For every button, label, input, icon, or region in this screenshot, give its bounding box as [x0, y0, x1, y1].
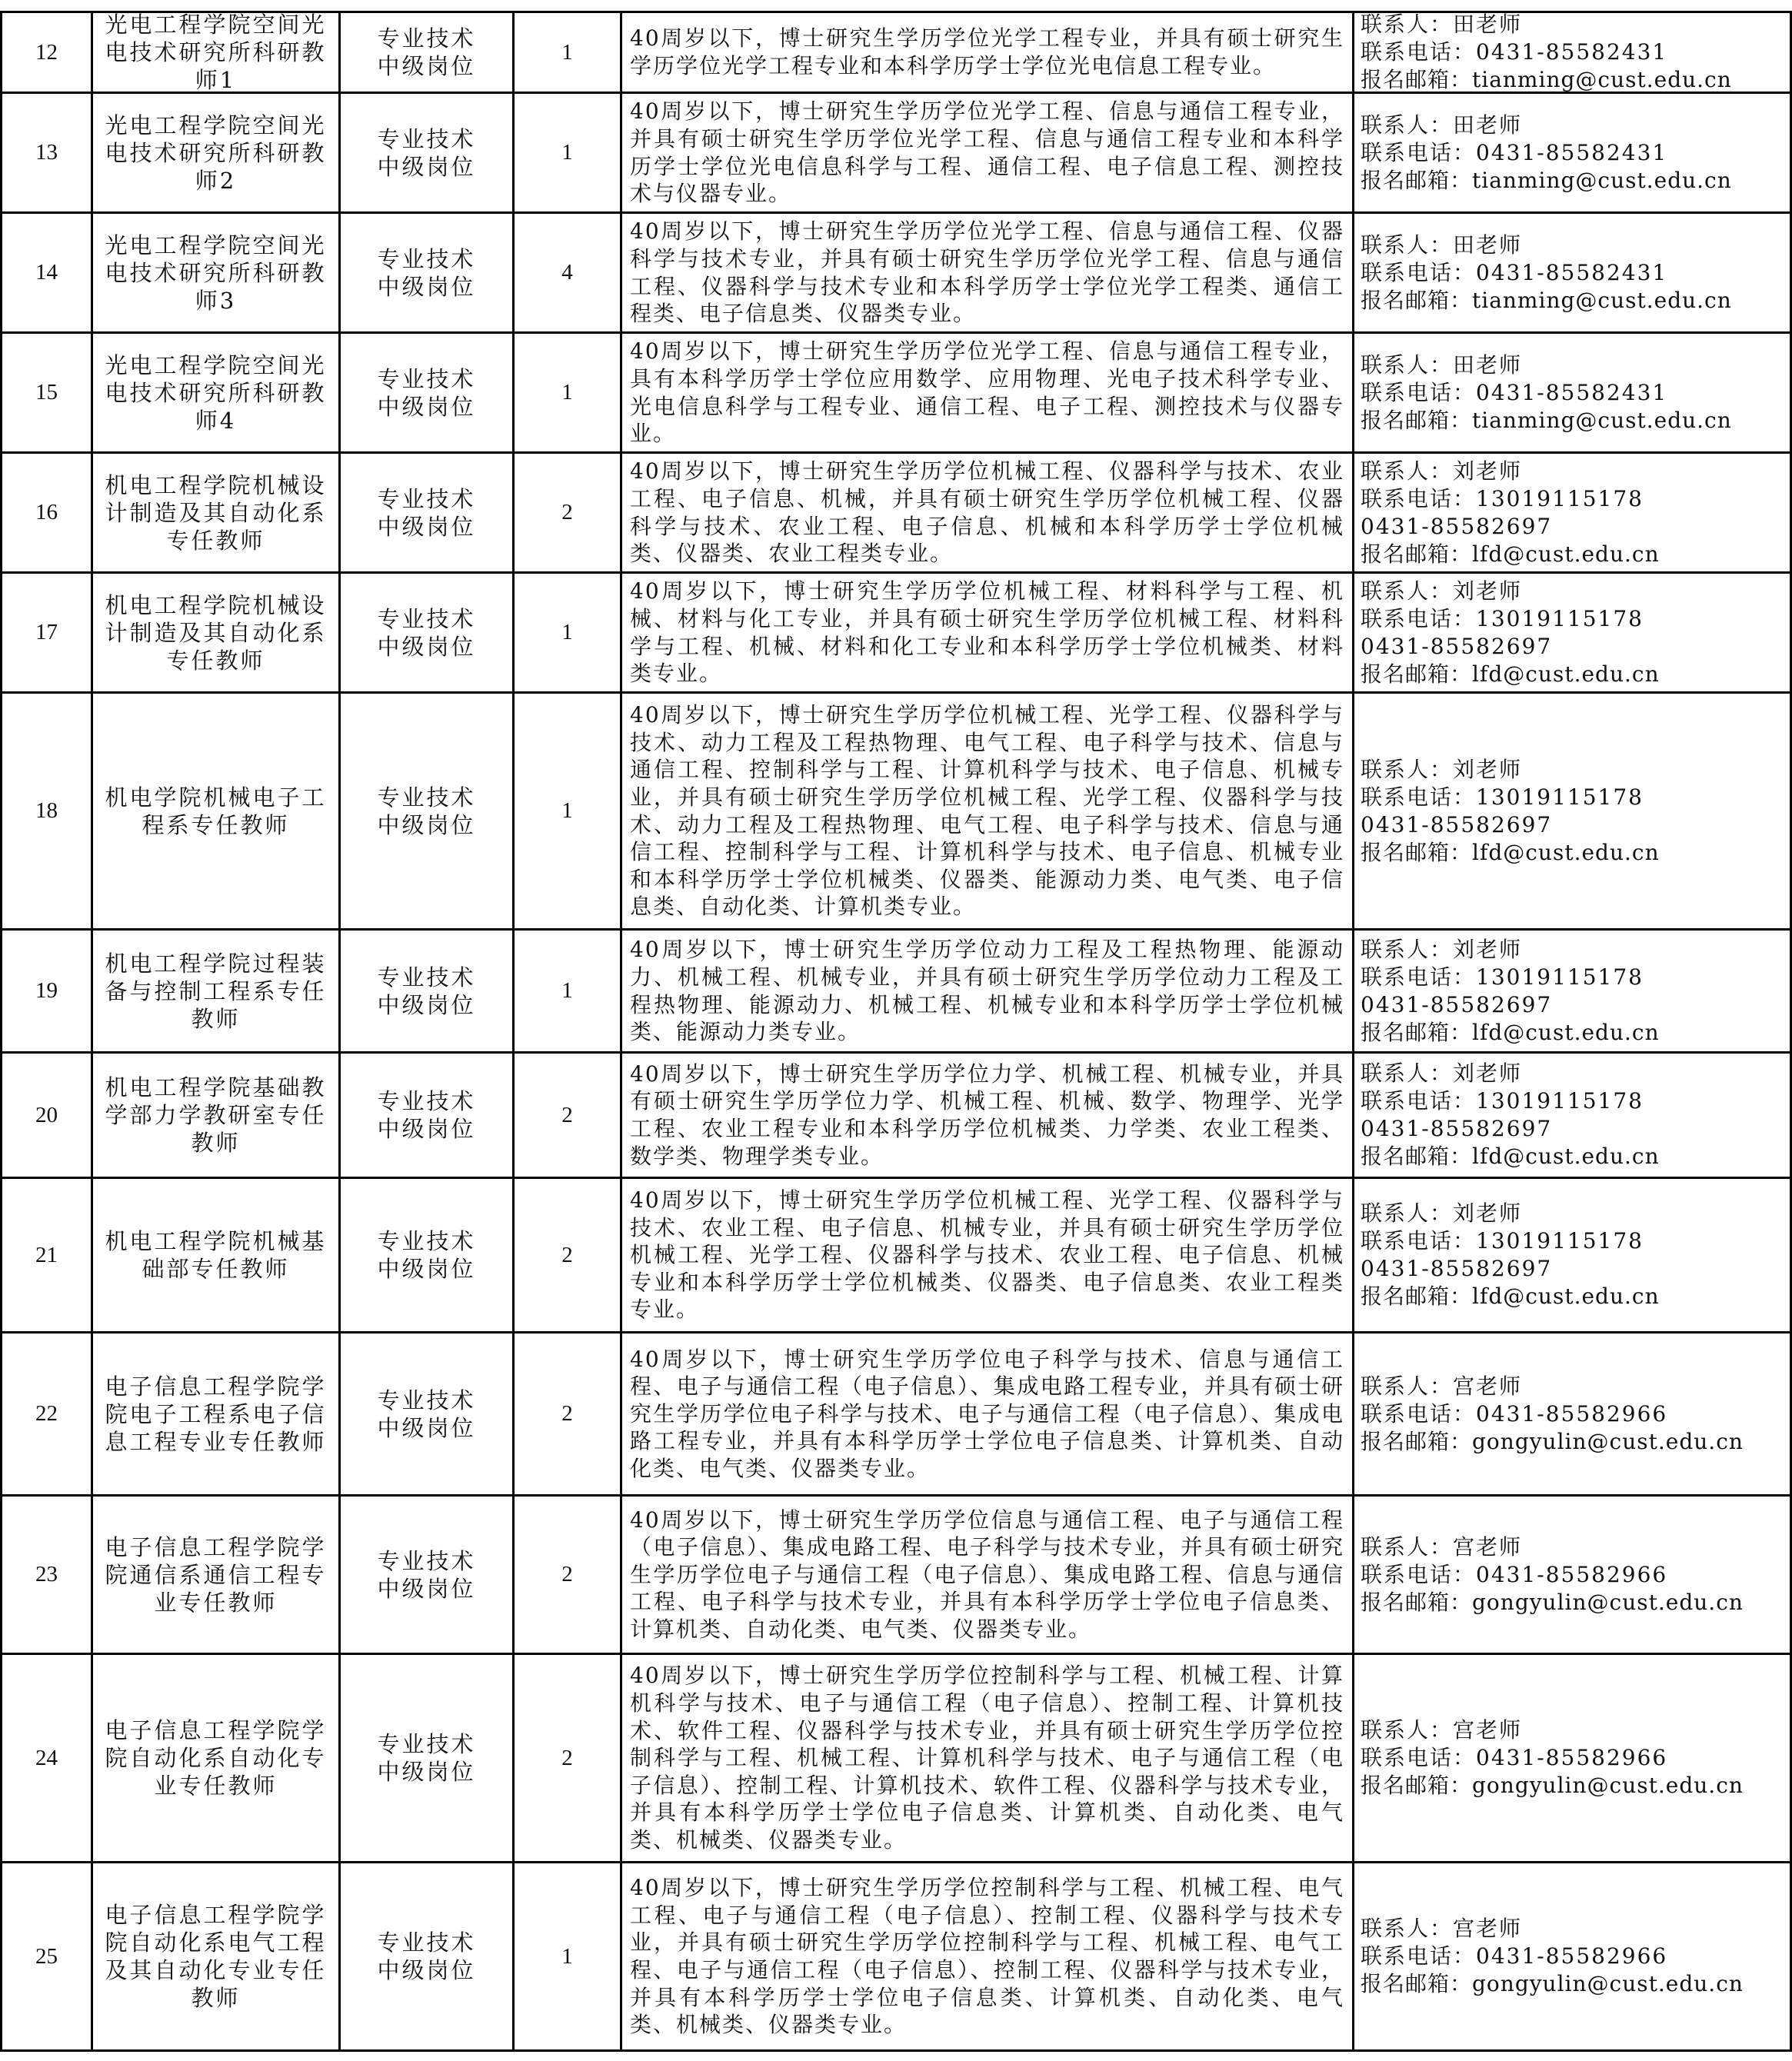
contact-line: 联系电话：13019115178	[1361, 485, 1644, 511]
position-name-cell: 机电工程学院过程装备与控制工程系专任教师	[91, 931, 338, 1051]
position-category-cell: 专业技术中级岗位	[338, 94, 512, 211]
contact-email: 报名邮箱：gongyulin@cust.edu.cn	[1361, 1589, 1744, 1615]
contact-line: 联系人：宫老师	[1361, 1533, 1523, 1560]
contact-email: 报名邮箱：tianming@cust.edu.cn	[1361, 407, 1732, 433]
headcount-cell: 1	[512, 574, 620, 691]
position-category-cell: 专业技术中级岗位	[338, 1863, 512, 2049]
position-category-cell: 专业技术中级岗位	[338, 454, 512, 571]
contact-line: 联系电话：13019115178	[1361, 1088, 1644, 1114]
contact-cell	[1352, 1497, 1792, 1653]
row-number-cell: 15	[0, 334, 91, 451]
position-category-cell: 专业技术中级岗位	[338, 931, 512, 1051]
contact-line: 联系人：宫老师	[1361, 1916, 1523, 1941]
position-name-cell: 光电工程学院空间光电技术研究所科研教师4	[91, 334, 338, 451]
contact-cell	[1352, 334, 1792, 451]
requirements-cell: 40周岁以下，博士研究生学历学位动力工程及工程热物理、能源动力、机械工程、机械专业，并具有硕士研究生学历学位动力工程及工程热物理、能源动力、机械工程、机械专业和本科学历学士学位机械类、能源动力类专业。	[620, 931, 1352, 1051]
contact-line: 联系人：宫老师	[1361, 1373, 1523, 1399]
table-row	[0, 931, 1792, 1054]
contact-line: 联系人：田老师	[1361, 112, 1523, 138]
table-row	[0, 1497, 1792, 1655]
contact-line: 联系电话：0431-85582966	[1361, 1400, 1668, 1427]
contact-email: 报名邮箱：gongyulin@cust.edu.cn	[1361, 1971, 1744, 1996]
contact-email: 报名邮箱：tianming@cust.edu.cn	[1361, 167, 1732, 193]
position-category-cell: 专业技术中级岗位	[338, 1333, 512, 1494]
contact-email: 报名邮箱：gongyulin@cust.edu.cn	[1361, 1773, 1744, 1798]
position-category-cell: 专业技术中级岗位	[338, 214, 512, 331]
contact-email: 报名邮箱：lfd@cust.edu.cn	[1361, 1019, 1660, 1045]
row-number-cell: 20	[0, 1054, 91, 1177]
contact-email: 报名邮箱：lfd@cust.edu.cn	[1361, 541, 1660, 567]
headcount-cell: 2	[512, 1497, 620, 1653]
requirements-cell: 40周岁以下，博士研究生学历学位电子科学与技术、信息与通信工程、电子与通信工程（电子信息）、集成电路工程专业，并具有硕士研究生学历学位电子科学与技术、电子与通信工程（电子信息）、集成电路工程专业，并具有本科学历学士学位电子信息类、计算机类、自动化类、电气类、仪器类专业。	[620, 1333, 1352, 1494]
row-number-cell: 14	[0, 214, 91, 331]
headcount-cell: 1	[512, 1863, 620, 2049]
row-number-cell: 17	[0, 574, 91, 691]
position-category-cell: 专业技术中级岗位	[338, 334, 512, 451]
table-row	[0, 1054, 1792, 1179]
contact-cell	[1352, 1655, 1792, 1861]
position-name-cell: 光电工程学院空间光电技术研究所科研教师3	[91, 214, 338, 331]
contact-email: 报名邮箱：tianming@cust.edu.cn	[1361, 287, 1732, 313]
requirements-cell: 40周岁以下，博士研究生学历学位机械工程、仪器科学与技术、农业工程、电子信息、机械，并具有硕士研究生学历学位机械工程、仪器科学与技术、农业工程、电子信息、机械和本科学历学士学位机械类、仪器类、农业工程类专业。	[620, 454, 1352, 571]
contact-line: 联系人：刘老师	[1361, 1060, 1523, 1086]
contact-line: 联系电话：0431-85582966	[1361, 1943, 1668, 1969]
contact-line: 0431-85582697	[1361, 1116, 1553, 1141]
table-row	[0, 1333, 1792, 1497]
contact-line: 联系电话：13019115178	[1361, 964, 1644, 990]
requirements-cell: 40周岁以下，博士研究生学历学位机械工程、材料科学与工程、机械、材料与化工专业，并具有硕士研究生学历学位机械工程、材料科学与工程、机械、材料和化工专业和本科学历学士学位机械类、材料类专业。	[620, 574, 1352, 691]
requirements-cell: 40周岁以下，博士研究生学历学位机械工程、光学工程、仪器科学与技术、动力工程及工程热物理、电气工程、电子科学与技术、信息与通信工程、控制科学与工程、计算机科学与技术、电子信息、机械专业，并具有硕士研究生学历学位机械工程、光学工程、仪器科学与技术、动力工程及工程热物理、电气工程、电子科学与技术、信息与通信工程、控制科学与工程、计算机科学与技术、电子信息、机械专业和本科学历学士学位机械类、仪器类、能源动力类、电气类、电子信息类、自动化类、计算机类专业。	[620, 694, 1352, 928]
position-name-cell: 机电工程学院机械设计制造及其自动化系专任教师	[91, 574, 338, 691]
headcount-cell: 1	[512, 334, 620, 451]
contact-cell	[1352, 1054, 1792, 1177]
position-name-cell: 机电工程学院机械设计制造及其自动化系专任教师	[91, 454, 338, 571]
contact-line: 联系电话：13019115178	[1361, 605, 1644, 631]
row-number-cell: 13	[0, 94, 91, 211]
headcount-cell: 1	[512, 931, 620, 1051]
table-row	[0, 694, 1792, 931]
contact-line: 联系电话：0431-85582431	[1361, 379, 1668, 405]
contact-cell	[1352, 694, 1792, 928]
headcount-cell: 2	[512, 454, 620, 571]
row-number-cell: 22	[0, 1333, 91, 1494]
position-category-cell: 专业技术中级岗位	[338, 574, 512, 691]
contact-email: 报名邮箱：lfd@cust.edu.cn	[1361, 661, 1660, 687]
contact-line: 联系电话：0431-85582431	[1361, 259, 1668, 285]
contact-line: 0431-85582697	[1361, 991, 1553, 1017]
table-row	[0, 1179, 1792, 1333]
row-number-cell: 18	[0, 694, 91, 928]
headcount-cell: 4	[512, 214, 620, 331]
table-row	[0, 1655, 1792, 1863]
position-category-cell: 专业技术中级岗位	[338, 694, 512, 928]
headcount-cell: 2	[512, 1655, 620, 1861]
position-name-cell: 光电工程学院空间光电技术研究所科研教师2	[91, 94, 338, 211]
requirements-cell: 40周岁以下，博士研究生学历学位光学工程专业，并具有硕士研究生学历学位光学工程专业和本科学历学士学位光电信息工程专业。	[620, 13, 1352, 92]
contact-line: 0431-85582697	[1361, 1256, 1553, 1281]
contact-line: 联系人：田老师	[1361, 13, 1523, 37]
contact-cell	[1352, 214, 1792, 331]
position-name-cell: 光电工程学院空间光电技术研究所科研教师1	[91, 13, 338, 92]
requirements-cell: 40周岁以下，博士研究生学历学位光学工程、信息与通信工程专业，并具有硕士研究生学历学位光学工程、信息与通信工程专业和本科学历学士学位光电信息科学与工程、通信工程、电子信息工程、测控技术与仪器专业。	[620, 94, 1352, 211]
contact-line: 联系电话：0431-85582966	[1361, 1745, 1668, 1770]
row-number-cell: 12	[0, 13, 91, 92]
contact-line: 0431-85582697	[1361, 633, 1553, 659]
contact-email: 报名邮箱：tianming@cust.edu.cn	[1361, 67, 1732, 92]
contact-line: 联系人：田老师	[1361, 231, 1523, 258]
contact-cell	[1352, 13, 1792, 92]
position-name-cell: 电子信息工程学院学院电子工程系电子信息工程专业专任教师	[91, 1333, 338, 1494]
contact-line: 联系人：宫老师	[1361, 1717, 1523, 1743]
requirements-cell: 40周岁以下，博士研究生学历学位控制科学与工程、机械工程、计算机科学与技术、电子与通信工程（电子信息）、控制工程、计算机技术、软件工程、仪器科学与技术专业，并具有硕士研究生学历学位控制科学与工程、机械工程、计算机科学与技术、电子与通信工程（电子信息）、控制工程、计算机技术、软件工程、仪器科学与技术专业，并具有本科学历学士学位电子信息类、计算机类、自动化类、电气类、机械类、仪器类专业。	[620, 1655, 1352, 1861]
position-name-cell: 电子信息工程学院学院自动化系电气工程及其自动化专业专任教师	[91, 1863, 338, 2049]
contact-email: 报名邮箱：lfd@cust.edu.cn	[1361, 839, 1660, 865]
requirements-cell: 40周岁以下，博士研究生学历学位控制科学与工程、机械工程、电气工程、电子与通信工程（电子信息）、控制工程、仪器科学与技术专业，并具有硕士研究生学历学位控制科学与工程、机械工程、电气工程、电子与通信工程（电子信息）、控制工程、仪器科学与技术专业，并具有本科学历学士学位电子信息类、计算机类、自动化类、电气类、机械类、仪器类专业。	[620, 1863, 1352, 2049]
table-row	[0, 214, 1792, 334]
headcount-cell: 1	[512, 694, 620, 928]
contact-line: 0431-85582697	[1361, 513, 1553, 539]
position-name-cell: 机电工程学院基础教学部力学教研室专任教师	[91, 1054, 338, 1177]
position-category-cell: 专业技术中级岗位	[338, 1497, 512, 1653]
contact-line: 联系人：刘老师	[1361, 756, 1523, 782]
requirements-cell: 40周岁以下，博士研究生学历学位光学工程、信息与通信工程专业，具有本科学历学士学位应用数学、应用物理、光电子技术科学专业、光电信息科学与工程专业、通信工程、电子工程、测控技术与仪器专业。	[620, 334, 1352, 451]
contact-line: 联系人：田老师	[1361, 351, 1523, 378]
headcount-cell: 1	[512, 94, 620, 211]
contact-line: 联系人：刘老师	[1361, 458, 1523, 484]
contact-cell	[1352, 931, 1792, 1051]
position-category-cell: 专业技术中级岗位	[338, 13, 512, 92]
table-row	[0, 454, 1792, 574]
contact-email: 报名邮箱：gongyulin@cust.edu.cn	[1361, 1428, 1744, 1454]
position-category-cell: 专业技术中级岗位	[338, 1054, 512, 1177]
row-number-cell: 23	[0, 1497, 91, 1653]
contact-cell	[1352, 454, 1792, 571]
table-row	[0, 574, 1792, 694]
table-row	[0, 94, 1792, 214]
position-name-cell: 机电工程学院机械基础部专任教师	[91, 1179, 338, 1331]
row-number-cell: 24	[0, 1655, 91, 1861]
contact-cell	[1352, 1333, 1792, 1494]
position-category-cell: 专业技术中级岗位	[338, 1655, 512, 1861]
row-number-cell: 19	[0, 931, 91, 1051]
requirements-cell: 40周岁以下，博士研究生学历学位力学、机械工程、机械专业，并具有硕士研究生学历学位力学、机械工程、机械、数学、物理学、光学工程、农业工程专业和本科学历学位机械类、力学类、农业工程类、数学类、物理学类专业。	[620, 1054, 1352, 1177]
headcount-cell: 2	[512, 1054, 620, 1177]
headcount-cell: 1	[512, 13, 620, 92]
position-name-cell: 电子信息工程学院学院通信系通信工程专业专任教师	[91, 1497, 338, 1653]
position-name-cell: 机电学院机械电子工程系专任教师	[91, 694, 338, 928]
contact-line: 联系人：刘老师	[1361, 936, 1523, 962]
table-row	[0, 1863, 1792, 2052]
contact-line: 联系电话：13019115178	[1361, 784, 1644, 810]
contact-cell	[1352, 94, 1792, 211]
headcount-cell: 2	[512, 1179, 620, 1331]
row-number-cell: 25	[0, 1863, 91, 2049]
contact-line: 联系人：刘老师	[1361, 1200, 1523, 1226]
requirements-cell: 40周岁以下，博士研究生学历学位光学工程、信息与通信工程、仪器科学与技术专业，并具有硕士研究生学历学位光学工程、信息与通信工程、仪器科学与技术专业和本科学历学士学位光学工程类、通信工程类、电子信息类、仪器类专业。	[620, 214, 1352, 331]
row-number-cell: 16	[0, 454, 91, 571]
contact-line: 0431-85582697	[1361, 811, 1553, 837]
table-row	[0, 11, 1792, 94]
contact-line: 联系人：刘老师	[1361, 578, 1523, 604]
requirements-cell: 40周岁以下，博士研究生学历学位信息与通信工程、电子与通信工程（电子信息）、集成电路工程、电子科学与技术专业，并具有硕士研究生学历学位电子与通信工程（电子信息）、集成电路工程、信息与通信工程、电子科学与技术专业，并具有本科学历学士学位电子信息类、计算机类、自动化类、电气类、仪器类专业。	[620, 1497, 1352, 1653]
position-name-cell: 电子信息工程学院学院自动化系自动化专业专任教师	[91, 1655, 338, 1861]
contact-line: 联系电话：0431-85582431	[1361, 39, 1668, 65]
contact-line: 联系电话：13019115178	[1361, 1228, 1644, 1254]
contact-cell	[1352, 1863, 1792, 2049]
row-number-cell: 21	[0, 1179, 91, 1331]
position-category-cell: 专业技术中级岗位	[338, 1179, 512, 1331]
contact-email: 报名邮箱：lfd@cust.edu.cn	[1361, 1284, 1660, 1309]
contact-cell	[1352, 1179, 1792, 1331]
contact-cell	[1352, 574, 1792, 691]
contact-line: 联系电话：0431-85582431	[1361, 139, 1668, 165]
contact-line: 联系电话：0431-85582966	[1361, 1561, 1668, 1587]
headcount-cell: 2	[512, 1333, 620, 1494]
requirements-cell: 40周岁以下，博士研究生学历学位机械工程、光学工程、仪器科学与技术、农业工程、电子信息、机械专业，并具有硕士研究生学历学位机械工程、光学工程、仪器科学与技术、农业工程、电子信息、机械专业和本科学历学士学位机械类、仪器类、电子信息类、农业工程类专业。	[620, 1179, 1352, 1331]
table-row	[0, 334, 1792, 454]
contact-email: 报名邮箱：lfd@cust.edu.cn	[1361, 1144, 1660, 1169]
